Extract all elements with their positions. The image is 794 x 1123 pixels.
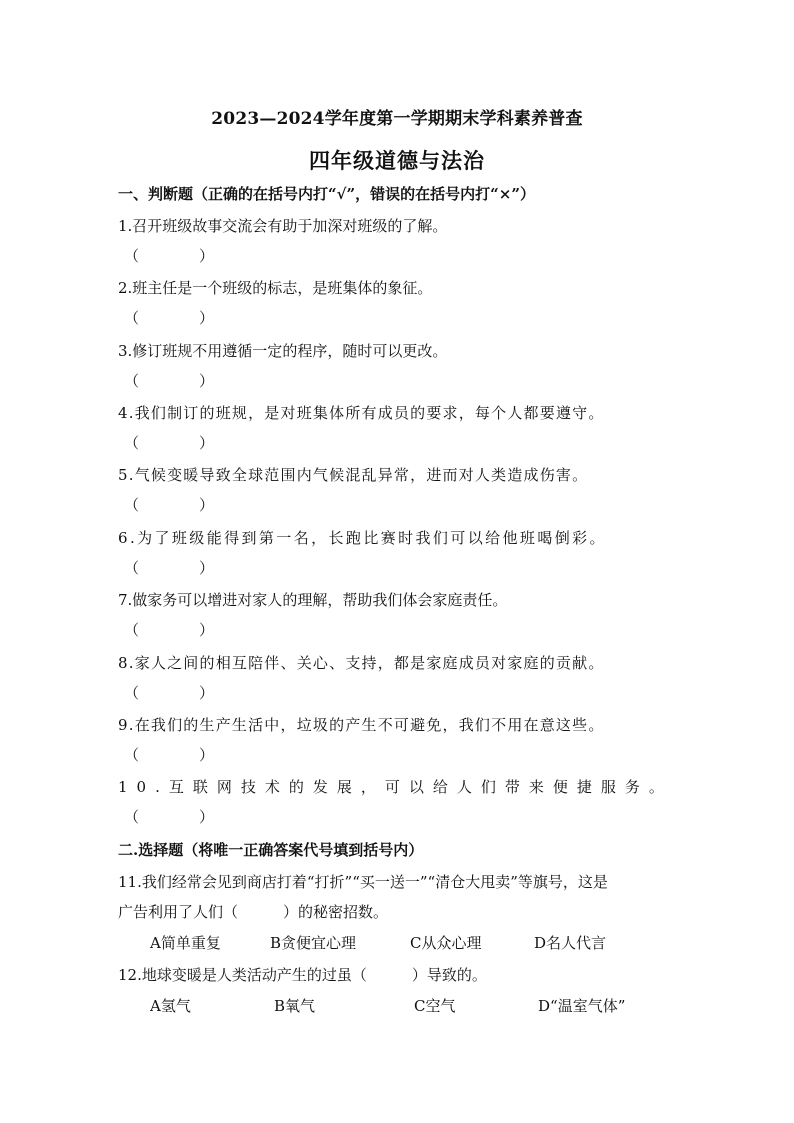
- section2-heading: 二.选择题（将唯一正确答案代号填到括号内）: [118, 841, 424, 859]
- question-2: 2.班主任是一个班级的标志，是班集体的象征。: [118, 279, 433, 297]
- question-11-line2: 广告利用了人们（ ）的秘密招数。: [118, 903, 389, 921]
- answer-blank-9[interactable]: （ ）: [124, 746, 215, 764]
- answer-blank-10[interactable]: （ ）: [124, 808, 215, 826]
- answer-blank-8[interactable]: （ ）: [124, 684, 215, 702]
- question-10: 10.互联网技术的发展，可以给人们带来便捷服务。: [118, 778, 673, 796]
- answer-blank-1[interactable]: （ ）: [124, 247, 215, 265]
- question-6: 6.为了班级能得到第一名，长跑比赛时我们可以给他班喝倒彩。: [118, 529, 607, 547]
- answer-blank-5[interactable]: （ ）: [124, 496, 215, 514]
- question-11-line1: 11.我们经常会见到商店打着“打折”“买一送一”“清仓大甩卖”等旗号，这是: [118, 873, 608, 891]
- exam-title: 2023—2024学年度第一学期期末学科素养普查: [211, 109, 583, 129]
- answer-blank-3[interactable]: （ ）: [124, 372, 215, 390]
- q11-option-b[interactable]: B贪便宜心理: [270, 934, 357, 952]
- question-5: 5.气候变暖导致全球范围内气候混乱异常，进而对人类造成伤害。: [118, 466, 589, 484]
- question-12-line1: 12.地球变暖是人类活动产生的过虽（ ）导致的。: [118, 966, 487, 984]
- question-9: 9.在我们的生产生活中，垃圾的产生不可避免，我们不用在意这些。: [118, 716, 605, 734]
- answer-blank-2[interactable]: （ ）: [124, 309, 215, 327]
- answer-blank-4[interactable]: （ ）: [124, 434, 215, 452]
- q12-option-b[interactable]: B氧气: [274, 997, 316, 1015]
- q11-option-d[interactable]: D名人代言: [534, 934, 607, 952]
- q12-option-c[interactable]: C空气: [414, 997, 456, 1015]
- question-8: 8.家人之间的相互陪伴、关心、支持，都是家庭成员对家庭的贡献。: [118, 654, 605, 672]
- section1-heading: 一、判断题（正确的在括号内打“√”，错误的在括号内打“×”）: [118, 185, 535, 203]
- question-3: 3.修订班规不用遵循一定的程序，随时可以更改。: [118, 342, 448, 360]
- q11-option-a[interactable]: A简单重复: [150, 934, 221, 952]
- exam-subtitle: 四年级道德与法治: [309, 148, 485, 173]
- q12-option-d[interactable]: D“温室气体”: [538, 997, 626, 1015]
- q12-option-a[interactable]: A氢气: [150, 997, 191, 1015]
- answer-blank-7[interactable]: （ ）: [124, 621, 215, 639]
- question-1: 1.召开班级故事交流会有助于加深对班级的了解。: [118, 217, 448, 235]
- question-7: 7.做家务可以增进对家人的理解，帮助我们体会家庭责任。: [118, 591, 508, 609]
- answer-blank-6[interactable]: （ ）: [124, 559, 215, 577]
- q11-option-c[interactable]: C从众心理: [410, 934, 482, 952]
- question-4: 4.我们制订的班规，是对班集体所有成员的要求，每个人都要遵守。: [118, 404, 605, 422]
